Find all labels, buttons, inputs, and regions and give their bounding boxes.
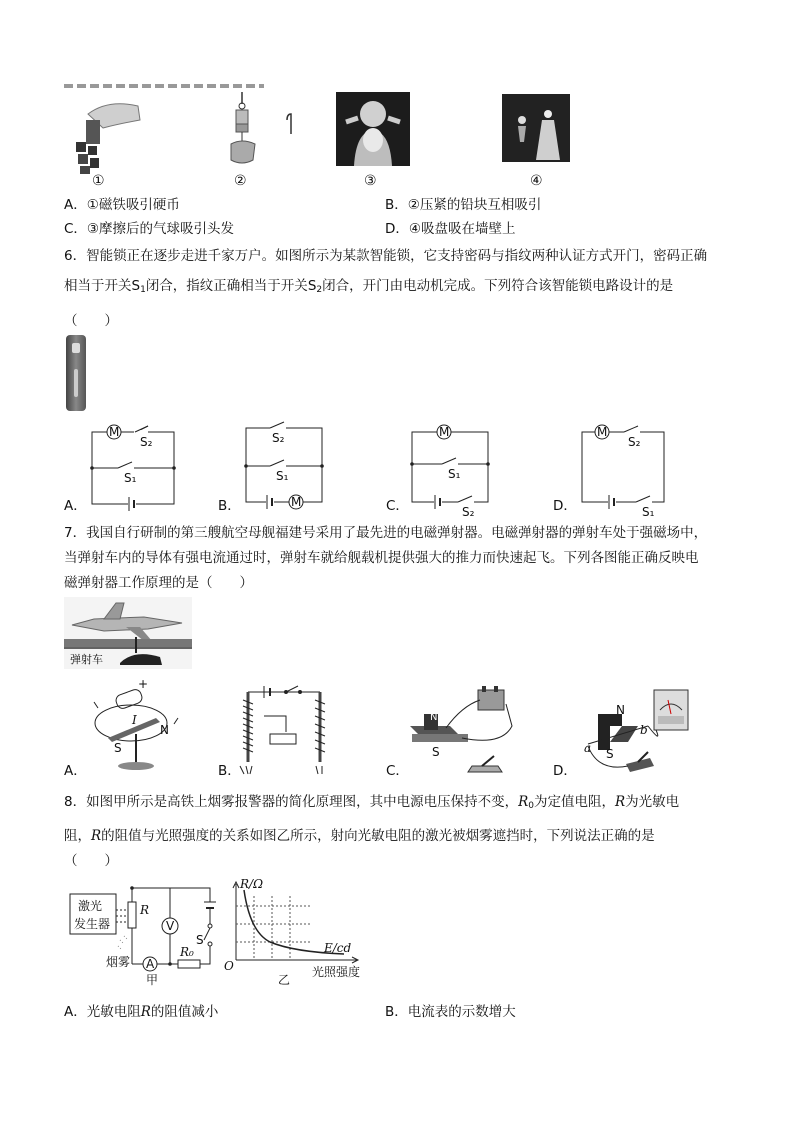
circuit-b-diagram — [242, 420, 342, 509]
q7-option-a: A． — [64, 763, 87, 779]
s-pole-label: S — [432, 745, 440, 759]
q5-option-c: C．③摩擦后的气球吸引头发 — [64, 221, 235, 237]
s-pole-label: S — [114, 741, 122, 755]
photoresistor-label: R — [140, 903, 150, 917]
switch-s2-label: S₂ — [272, 431, 285, 445]
pic-label-1: ① — [92, 173, 105, 189]
pic-label-3: ③ — [364, 173, 377, 189]
q5-option-a: A．①磁铁吸引硬币 — [64, 197, 180, 213]
q6-answer-paren: （ ） — [64, 313, 118, 329]
q8-option-b: B．电流表的示数增大 — [385, 1004, 516, 1020]
q5-option-d: D．④吸盘吸在墙壁上 — [385, 221, 516, 237]
switch-s1-label: S₁ — [276, 469, 289, 483]
switch-s1-label: S₁ — [642, 505, 655, 519]
q8-fig-jia-circuit — [66, 880, 226, 990]
q7-stem-line2: 当弹射车内的导体有强电流通过时，弹射车就给舰载机提供强大的推力而快速起飞。下列各图能正确反映电 — [64, 550, 699, 566]
q7-stem-line1: 7．我国自行研制的第三艘航空母舰福建号采用了最先进的电磁弹射器。电磁弹射器的弹射车处于强磁场中， — [64, 525, 708, 541]
x-axis-label: E/cd — [324, 941, 352, 955]
smoke-label: 烟雾 — [106, 955, 131, 969]
q6-option-a: A． — [64, 498, 87, 514]
plus-sign: + — [138, 677, 149, 691]
balloon-hair-photo — [336, 92, 410, 166]
switch-s1-label: S₁ — [124, 471, 137, 485]
circuit-d-diagram — [578, 424, 688, 519]
s-pole-label: S — [606, 747, 614, 761]
q8-answer-paren: （ ） — [64, 853, 118, 869]
q8-option-a: A．光敏电阻R的阻值减小 — [64, 1004, 219, 1020]
q7-option-b: B． — [218, 763, 241, 779]
fixed-resistor-label: R₀ — [180, 945, 194, 959]
q6-option-b: B． — [218, 498, 241, 514]
pic-label-4: ④ — [530, 173, 543, 189]
circuit-a-diagram — [88, 424, 198, 504]
q8-stem-line2: 阻，R的阻值与光照强度的关系如图乙所示，射向光敏电阻的激光被烟雾遮挡时，下列说法正确的是 — [64, 828, 655, 844]
q7-fig-c-magnet-battery — [402, 686, 522, 776]
q7-option-d: D． — [553, 763, 577, 779]
current-label: I — [132, 713, 137, 727]
cropped-text-fragment — [64, 84, 264, 88]
pic-label-2: ② — [234, 173, 247, 189]
point-b-label: b — [640, 723, 648, 737]
n-pole-label: N — [616, 703, 625, 717]
motor-label: M — [109, 425, 120, 439]
q6-option-d: D． — [553, 498, 577, 514]
q6-stem-line2: 相当于开关$S_1$闭合，指纹正确相当于开关$S_2$闭合，开门由电动机完成。下列符合该智能锁电路设计的是 — [64, 278, 674, 295]
laser-label-1: 激光 — [78, 899, 103, 913]
catapult-label: 弹射车 — [70, 653, 103, 666]
smart-lock-photo — [66, 335, 86, 411]
voltmeter-label: V — [166, 919, 175, 933]
motor-label: M — [439, 425, 450, 439]
q7-fig-a-compass-coil — [86, 678, 196, 773]
q7-fig-b-electromagnets — [234, 686, 334, 776]
q7-stem-line3: 磁弹射器工作原理的是（ ） — [64, 575, 253, 591]
q6-option-c: C． — [386, 498, 409, 514]
q8-stem-line1: 8．如图甲所示是高铁上烟雾报警器的简化原理图，其中电源电压保持不变，$R_0$为定值电阻，R为光敏电 — [64, 794, 680, 811]
q5-option-b: B．②压紧的铅块互相吸引 — [385, 197, 542, 213]
circuit-c-diagram — [408, 424, 508, 519]
lead-blocks-image — [225, 90, 305, 175]
q7-option-c: C． — [386, 763, 409, 779]
q6-stem-line1: 6．智能锁正在逐步走进千家万户。如图所示为某款智能锁，它支持密码与指纹两种认证方式开门，密码正确 — [64, 248, 708, 264]
ammeter-label: A — [146, 957, 155, 971]
q8-fig-yi-graph — [220, 876, 370, 986]
switch-s2-label: S₂ — [628, 435, 641, 449]
n-pole-label: N — [160, 723, 169, 737]
catapult-jet-illustration — [64, 597, 194, 672]
switch-s1-label: S₁ — [448, 467, 461, 481]
switch-label: S — [196, 933, 204, 947]
point-a-label: a — [584, 741, 592, 755]
fig-jia-caption: 甲 — [146, 973, 159, 987]
motor-label: M — [291, 495, 302, 509]
origin-label: O — [224, 959, 234, 973]
y-axis-label: R/Ω — [240, 877, 264, 891]
switch-s2-label: S₂ — [462, 505, 475, 519]
laser-label-2: 发生器 — [74, 917, 111, 931]
q7-fig-d-galvanometer — [578, 686, 698, 776]
fig-yi-caption: 乙 — [278, 973, 291, 987]
magnet-coins-image — [68, 94, 148, 179]
q5-figure-row — [60, 82, 620, 192]
suction-cup-photo — [502, 94, 570, 162]
light-intensity-label: 光照强度 — [312, 965, 361, 979]
motor-label: M — [597, 425, 608, 439]
n-pole-label: N — [430, 712, 438, 723]
switch-s2-label: S₂ — [140, 435, 153, 449]
